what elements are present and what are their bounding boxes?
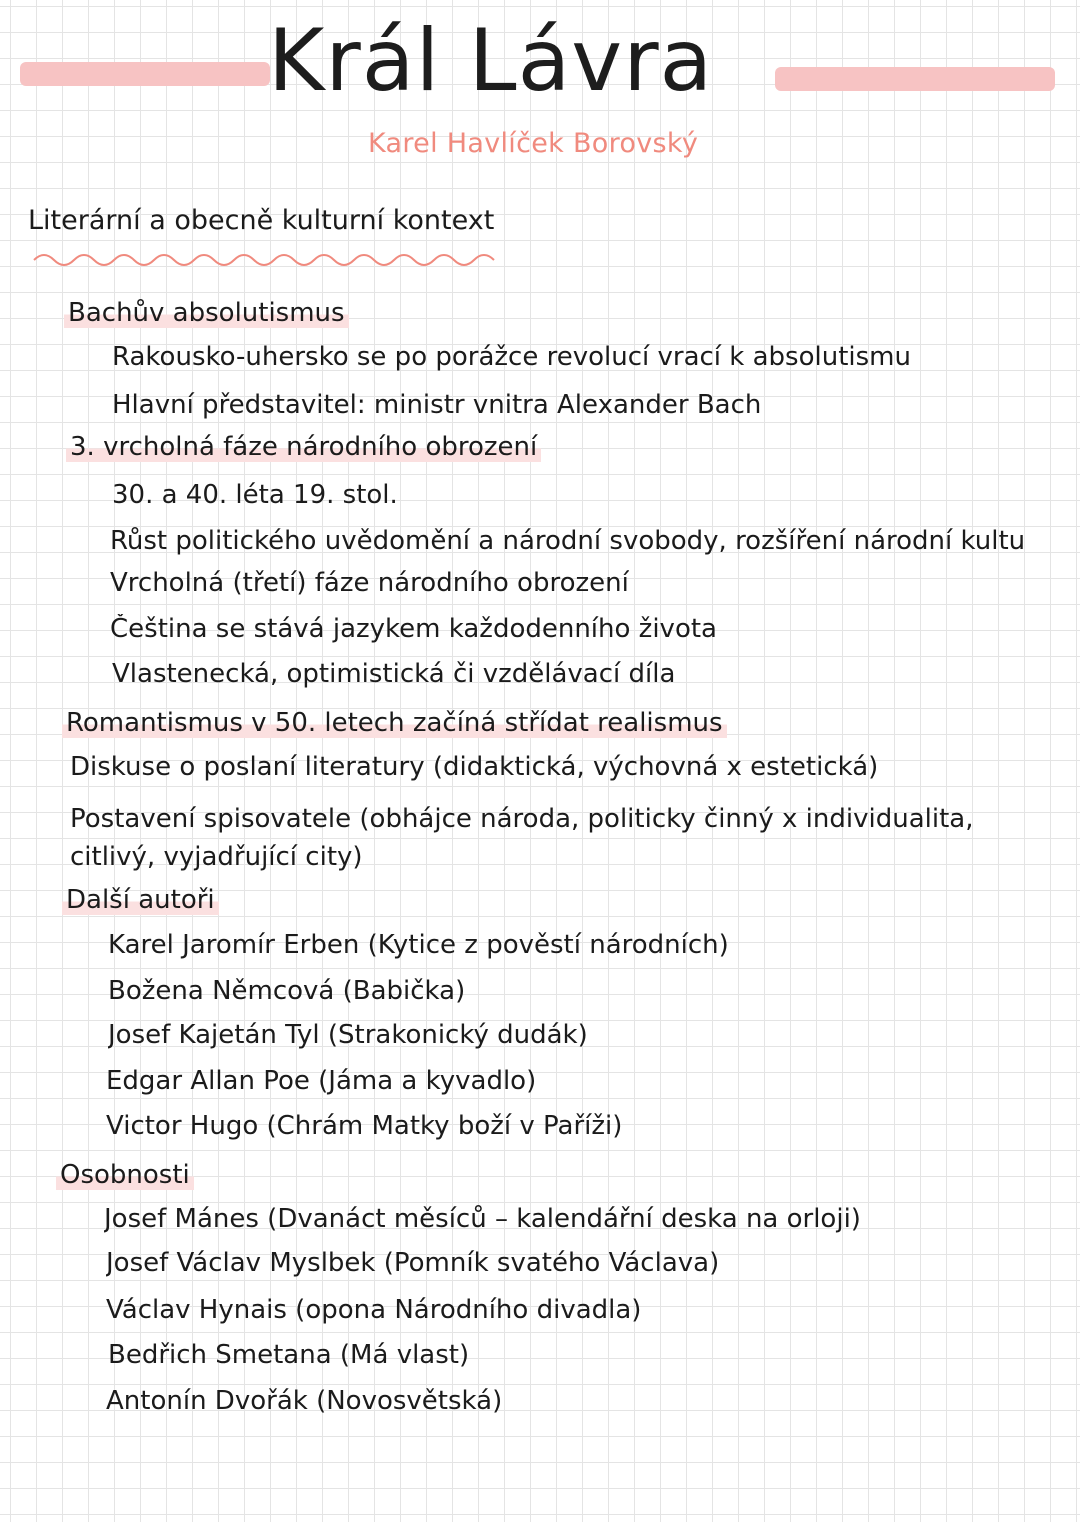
list-item: Antonín Dvořák (Novosvětská) — [106, 1386, 503, 1416]
list-item: Růst politického uvědomění a národní svobody, rozšíření národní kultu — [110, 526, 1026, 556]
heading-osobnosti — [56, 1160, 194, 1190]
title-highlight-right — [775, 67, 1055, 91]
title-highlight-left — [20, 62, 270, 86]
list-item: Postavení spisovatele (obhájce národa, politicky činný x individualita, — [70, 804, 974, 834]
list-item: Josef Václav Myslbek (Pomník svatého Václava) — [106, 1248, 720, 1278]
wavy-underline — [32, 248, 502, 268]
list-item: 30. a 40. léta 19. stol. — [112, 480, 398, 510]
list-item: Božena Němcová (Babička) — [108, 976, 466, 1006]
list-item: Václav Hynais (opona Národního divadla) — [106, 1295, 642, 1325]
list-item: citlivý, vyjadřující city) — [70, 842, 363, 872]
page-title: Král Lávra — [268, 18, 714, 104]
list-item: Čeština se stává jazykem každodenního života — [110, 614, 717, 644]
heading-osobnosti-text: Osobnosti — [56, 1160, 194, 1190]
heading-autori — [62, 885, 219, 915]
list-item: Vrcholná (třetí) fáze národního obrození — [110, 568, 629, 598]
list-item: Karel Jaromír Erben (Kytice z pověstí národních) — [108, 930, 729, 960]
list-item: Rakousko-uhersko se po porážce revolucí vrací k absolutismu — [112, 342, 911, 372]
heading-bach-text: Bachův absolutismus — [64, 298, 349, 328]
heading-autori-text: Další autoři — [62, 885, 219, 915]
heading-bach — [64, 298, 349, 328]
heading-romantismus-text: Romantismus v 50. letech začíná střídat realismus — [62, 708, 727, 738]
heading-faze-text: 3. vrcholná fáze národního obrození — [66, 432, 541, 462]
heading-faze — [66, 432, 541, 462]
list-item: Josef Mánes (Dvanáct měsíců – kalendářní deska na orloji) — [104, 1204, 861, 1234]
list-item: Bedřich Smetana (Má vlast) — [108, 1340, 470, 1370]
author-name: Karel Havlíček Borovský — [368, 128, 699, 159]
list-item: Josef Kajetán Tyl (Strakonický dudák) — [108, 1020, 588, 1050]
list-item: Edgar Allan Poe (Jáma a kyvadlo) — [106, 1066, 537, 1096]
list-item: Vlastenecká, optimistická či vzdělávací díla — [112, 659, 676, 689]
list-item: Hlavní představitel: ministr vnitra Alexander Bach — [112, 390, 762, 420]
list-item: Diskuse o poslaní literatury (didaktická, výchovná x estetická) — [70, 752, 879, 782]
section-heading: Literární a obecně kulturní kontext — [28, 205, 495, 236]
list-item: Victor Hugo (Chrám Matky boží v Paříži) — [106, 1111, 623, 1141]
heading-romantismus — [62, 708, 727, 738]
